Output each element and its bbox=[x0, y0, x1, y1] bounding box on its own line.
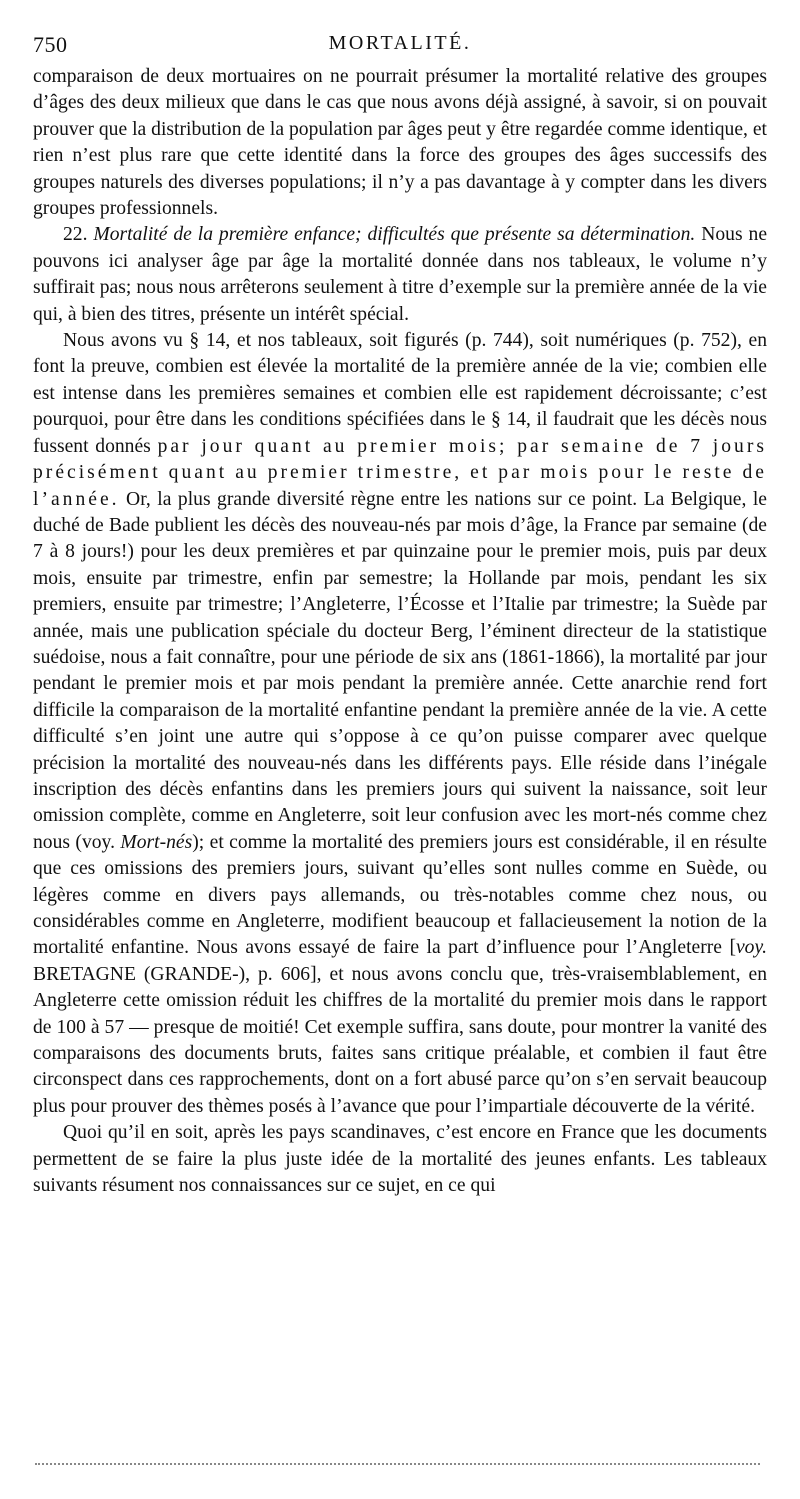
section-title: Mortalité de la première enfance; difficultés que présente sa détermination. bbox=[93, 224, 696, 246]
text-run: ); et comme la mortalité des premiers jours est considérable, il en résulte que ces omissions des premiers jours, suivant qu’elles sont nulles comme en Suède, ou légères comme en divers pays allemands, ou très-notables comme chez nous, ou considérables comme en Angleterre, modifient beaucoup et fallacieusement la notion de la mortalité enfantine. Nous avons essayé de faire la part d’influence pour l’Angleterre [ bbox=[33, 831, 767, 959]
paragraph-france: Quoi qu’il en soit, après les pays scandinaves, c’est encore en France que les documents permettent de se faire la plus juste idée de la mortalité des jeunes enfants. Les tableaux suivants résument nos connaissances sur ce sujet, en ce qui bbox=[33, 1122, 767, 1197]
section-number: 22. bbox=[63, 224, 88, 246]
paragraph-continuation: comparaison de deux mortuaires on ne pourrait présumer la mortalité relative des groupes d’âges des deux milieux que dans le cas que nous avons déjà assigné, à savoir, si on pouvait prouver que la distribution de la population par âges peut y être regardée comme identique, et rien n’est plus rare que cette identité dans la force des groupes des âges successifs des groupes naturels des diverses populations; il n’y a pas davantage à y compter dans les divers groupes professionnels. bbox=[33, 66, 767, 220]
footer-rule bbox=[35, 1463, 760, 1465]
paragraph-infant-mortality bbox=[33, 328, 767, 1120]
text-run: Nous avons vu § 14, et nos tableaux, soit figurés (p. 744), soit numériques (p. 752), en font la preuve, combien est élevée la mortalité de la première année de la vie; combien elle est intense dans les premières semaines et combien elle est rapidement décroissante; c’est pourquoi, pour être dans les conditions spécifiées dans le § 14, il faudrait que les décès nous fussent donnés bbox=[33, 330, 767, 457]
page-header bbox=[33, 20, 767, 64]
section-text: Nous ne pouvons ici analyser âge par âge la mortalité donnée dans nos tableaux, le volume n’y suffirait pas; nous nous arrêterons seulement à titre d’exemple sur la première année de la vie qui, à bien des titres, présente un intérêt spécial. bbox=[33, 224, 768, 325]
page-number: 750 bbox=[33, 32, 68, 57]
text-run: BRETAGNE (GRANDE-), p. 606], et nous avons conclu que, très-vraisemblablement, en Angleterre cette omission réduit les chiffres de la mortalité du premier mois dans le rapport de 100 à 57 — presque de moitié! Cet exemple suffira, sans doute, pour montrer la vanité des comparaisons des documents bruts, faites sans critique préalable, et combien il faut être circonspect dans ces rapprochements, dont on a fort abusé parce qu’on s’en servait beaucoup plus pour prouver des thèmes posés à l’avance que pour l’impartiale découverte de la vérité. bbox=[33, 963, 767, 1117]
cross-reference: Mort-nés bbox=[120, 831, 193, 853]
section-22-paragraph bbox=[33, 222, 767, 328]
text-run: Or, la plus grande diversité règne entre les nations sur ce point. La Belgique, le duché de Bade publient les décès des nouveau-nés par mois d’âge, la France par semaine (de 7 à 8 jours!) pour les deux premières et par quinzaine pour le premier mois, puis par deux mois, ensuite par trimestre, enfin par semestre; la Hollande par mois, pendant les six premiers, ensuite par trimestre; l’Angleterre, l’Écosse et l’Italie par trimestre; la Suède par année, mais une publication spéciale du docteur Berg, l’éminent directeur de la statistique suédoise, nous a fait connaître, pour une période de six ans (1861-1866), la mortalité par jour pendant le premier mois et par mois pendant la première année. Cette anarchie rend fort difficile la comparaison de la mortalité enfantine pendant la première année de la vie. A cette difficulté s’en joint une autre qui s’oppose à ce qu’on puisse comparer avec quelque précision la mortalité des nouveau-nés dans les différents pays. Elle réside dans l’inégale inscription des décès enfantins dans les premiers jours qui suivent la naissance, soit leur omission complète, comme en Angleterre, soit leur confusion avec les mort-nés comme chez nous (voy. bbox=[33, 488, 767, 853]
running-head: MORTALITÉ. bbox=[328, 32, 472, 54]
cross-reference-voy: voy. bbox=[735, 937, 767, 959]
body-text bbox=[33, 64, 767, 1199]
spaced-text: par jour quant au premier mois; par semaine de 7 jours précisément quant au premier trimestre, et par mois pour le reste de l’année. bbox=[33, 435, 767, 510]
